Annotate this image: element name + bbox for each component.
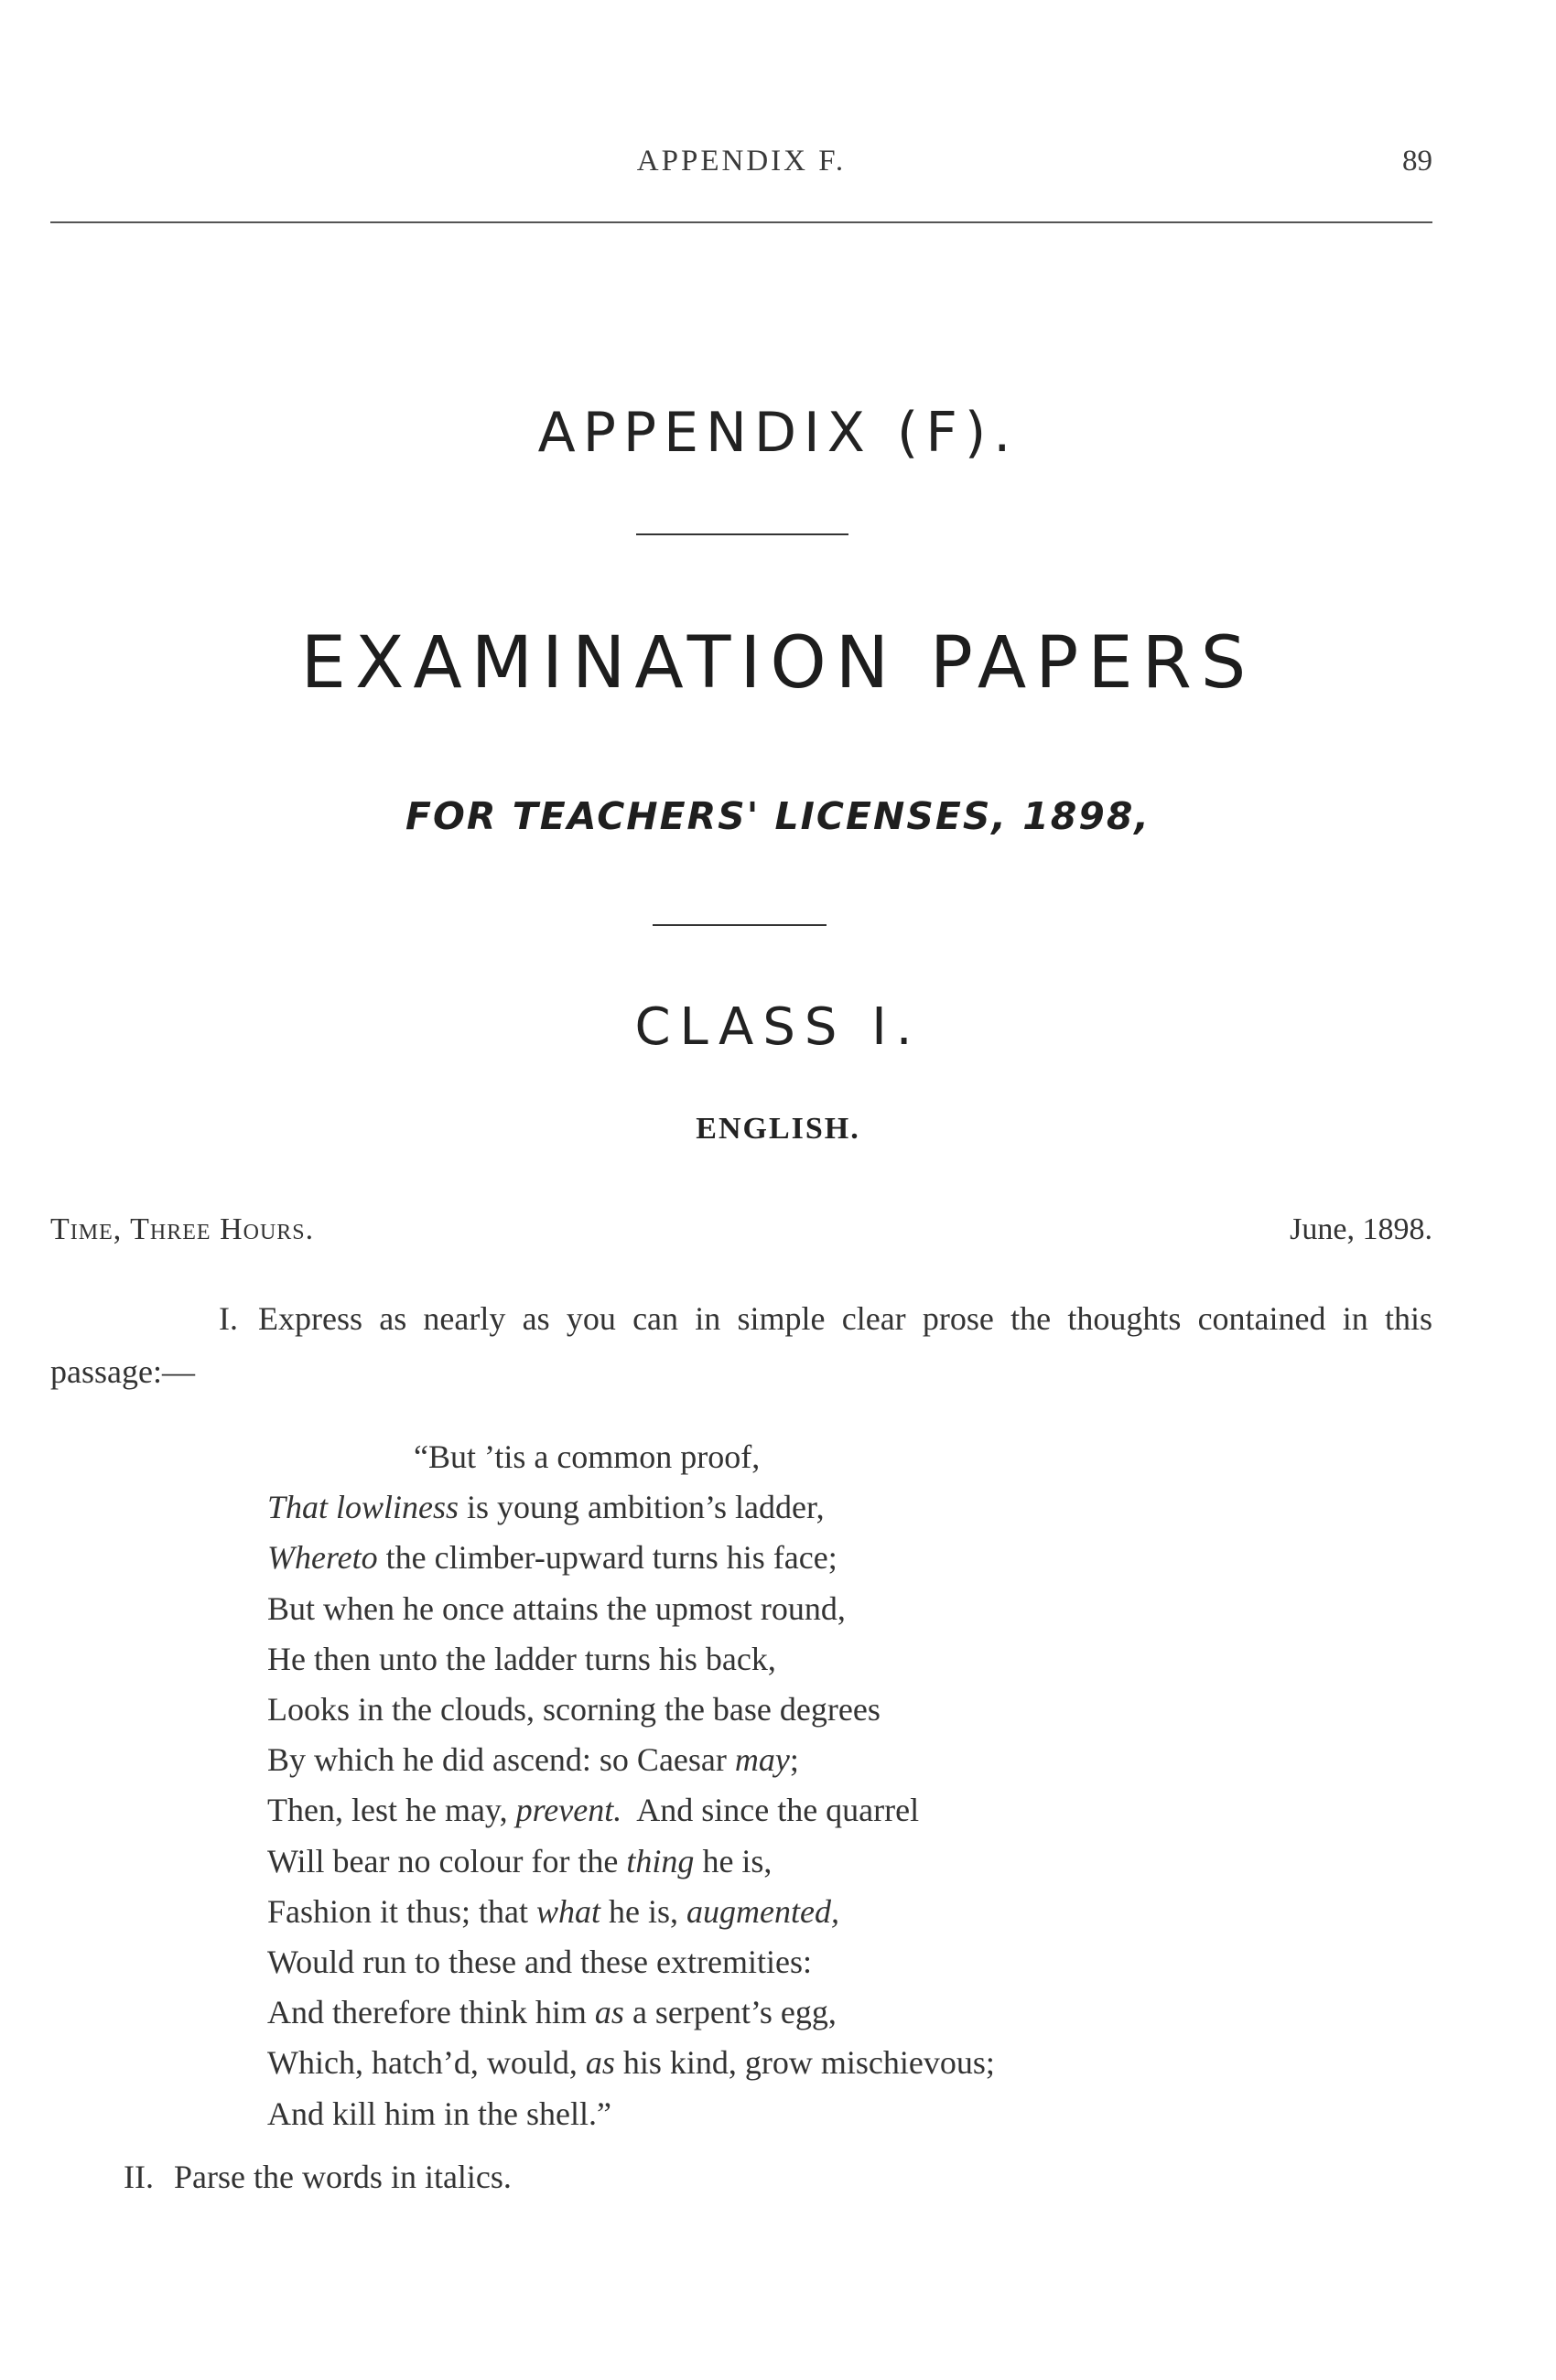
passage-line — [267, 2038, 1320, 2088]
passage-line — [267, 1482, 1320, 1533]
passage-text: Fashion it thus; that — [267, 1892, 537, 1930]
italic-word: Whereto — [267, 1539, 378, 1577]
passage-text: By which he did ascend: so Caesar — [267, 1741, 735, 1779]
italic-word: as — [585, 2044, 615, 2082]
question-1 — [50, 1292, 1432, 1398]
passage-text: And therefore think him — [267, 1994, 595, 2031]
italic-word: augmented, — [686, 1892, 839, 1930]
italic-word: what — [536, 1892, 601, 1930]
subject-heading: ENGLISH. — [696, 1112, 860, 1146]
class-title: CLASS I. — [634, 997, 922, 1057]
passage-line — [267, 1533, 1320, 1583]
passage-line — [267, 1785, 1320, 1836]
page-number: 89 — [1402, 145, 1432, 178]
italic-word: as — [594, 1994, 624, 2031]
exam-date: June, 1898. — [1290, 1212, 1432, 1246]
passage-line — [267, 1836, 1320, 1887]
question-text: Express as nearly as you can in simple clear prose the thoughts contained in this passage:— — [50, 1300, 1432, 1390]
passage-text: And since the quarrel — [621, 1792, 920, 1829]
italic-word: may — [734, 1741, 790, 1779]
passage-line: Looks in the clouds, scorning the base degrees — [267, 1691, 881, 1728]
passage-line — [267, 1987, 1320, 2038]
passage-line: But when he once attains the upmost round, — [267, 1589, 846, 1627]
exam-duration: Time, Three Hours. — [50, 1212, 315, 1246]
passage-text: Then, lest he may, — [267, 1792, 516, 1829]
passage-text: his kind, grow mischievous; — [614, 2044, 995, 2082]
passage-text: a serpent’s egg, — [623, 1994, 837, 2031]
passage-line: And kill him in the shell.” — [267, 2095, 611, 2132]
passage-text: is young ambition’s ladder, — [459, 1489, 825, 1526]
question-number: I. — [219, 1300, 238, 1337]
appendix-title: APPENDIX (F). — [537, 401, 1019, 465]
header-divider — [50, 221, 1432, 223]
question-2 — [50, 2150, 1432, 2203]
question-text: Parse the words in italics. — [173, 2159, 512, 2195]
running-title: APPENDIX F. — [636, 145, 847, 178]
title-divider — [636, 533, 848, 535]
exam-meta — [50, 1212, 1432, 1258]
passage-line — [267, 1887, 1320, 1937]
passage-text: he is, — [600, 1892, 687, 1930]
italic-word: That lowliness — [267, 1489, 459, 1526]
subtitle: FOR TEACHERS' LICENSES, 1898, — [405, 794, 1151, 838]
passage-line — [267, 1735, 1320, 1785]
passage-text: Which, hatch’d, would, — [267, 2044, 586, 2082]
question-number: II. — [124, 2159, 154, 2195]
passage-text: the climber-upward turns his face; — [377, 1539, 837, 1577]
passage-text: he is, — [694, 1842, 773, 1879]
main-title: EXAMINATION PAPERS — [300, 622, 1256, 705]
subtitle-divider — [653, 924, 827, 926]
passage-line: Would run to these and these extremities: — [267, 1944, 812, 1981]
passage-line: “But ’tis a common proof, — [414, 1438, 761, 1475]
quoted-passage — [267, 1432, 1320, 2139]
passage-text: ; — [789, 1741, 799, 1779]
passage-text: Will bear no colour for the — [267, 1842, 627, 1879]
italic-word: prevent. — [515, 1792, 622, 1829]
passage-line: He then unto the ladder turns his back, — [267, 1640, 776, 1677]
italic-word: thing — [626, 1842, 695, 1879]
running-header — [50, 137, 1432, 192]
